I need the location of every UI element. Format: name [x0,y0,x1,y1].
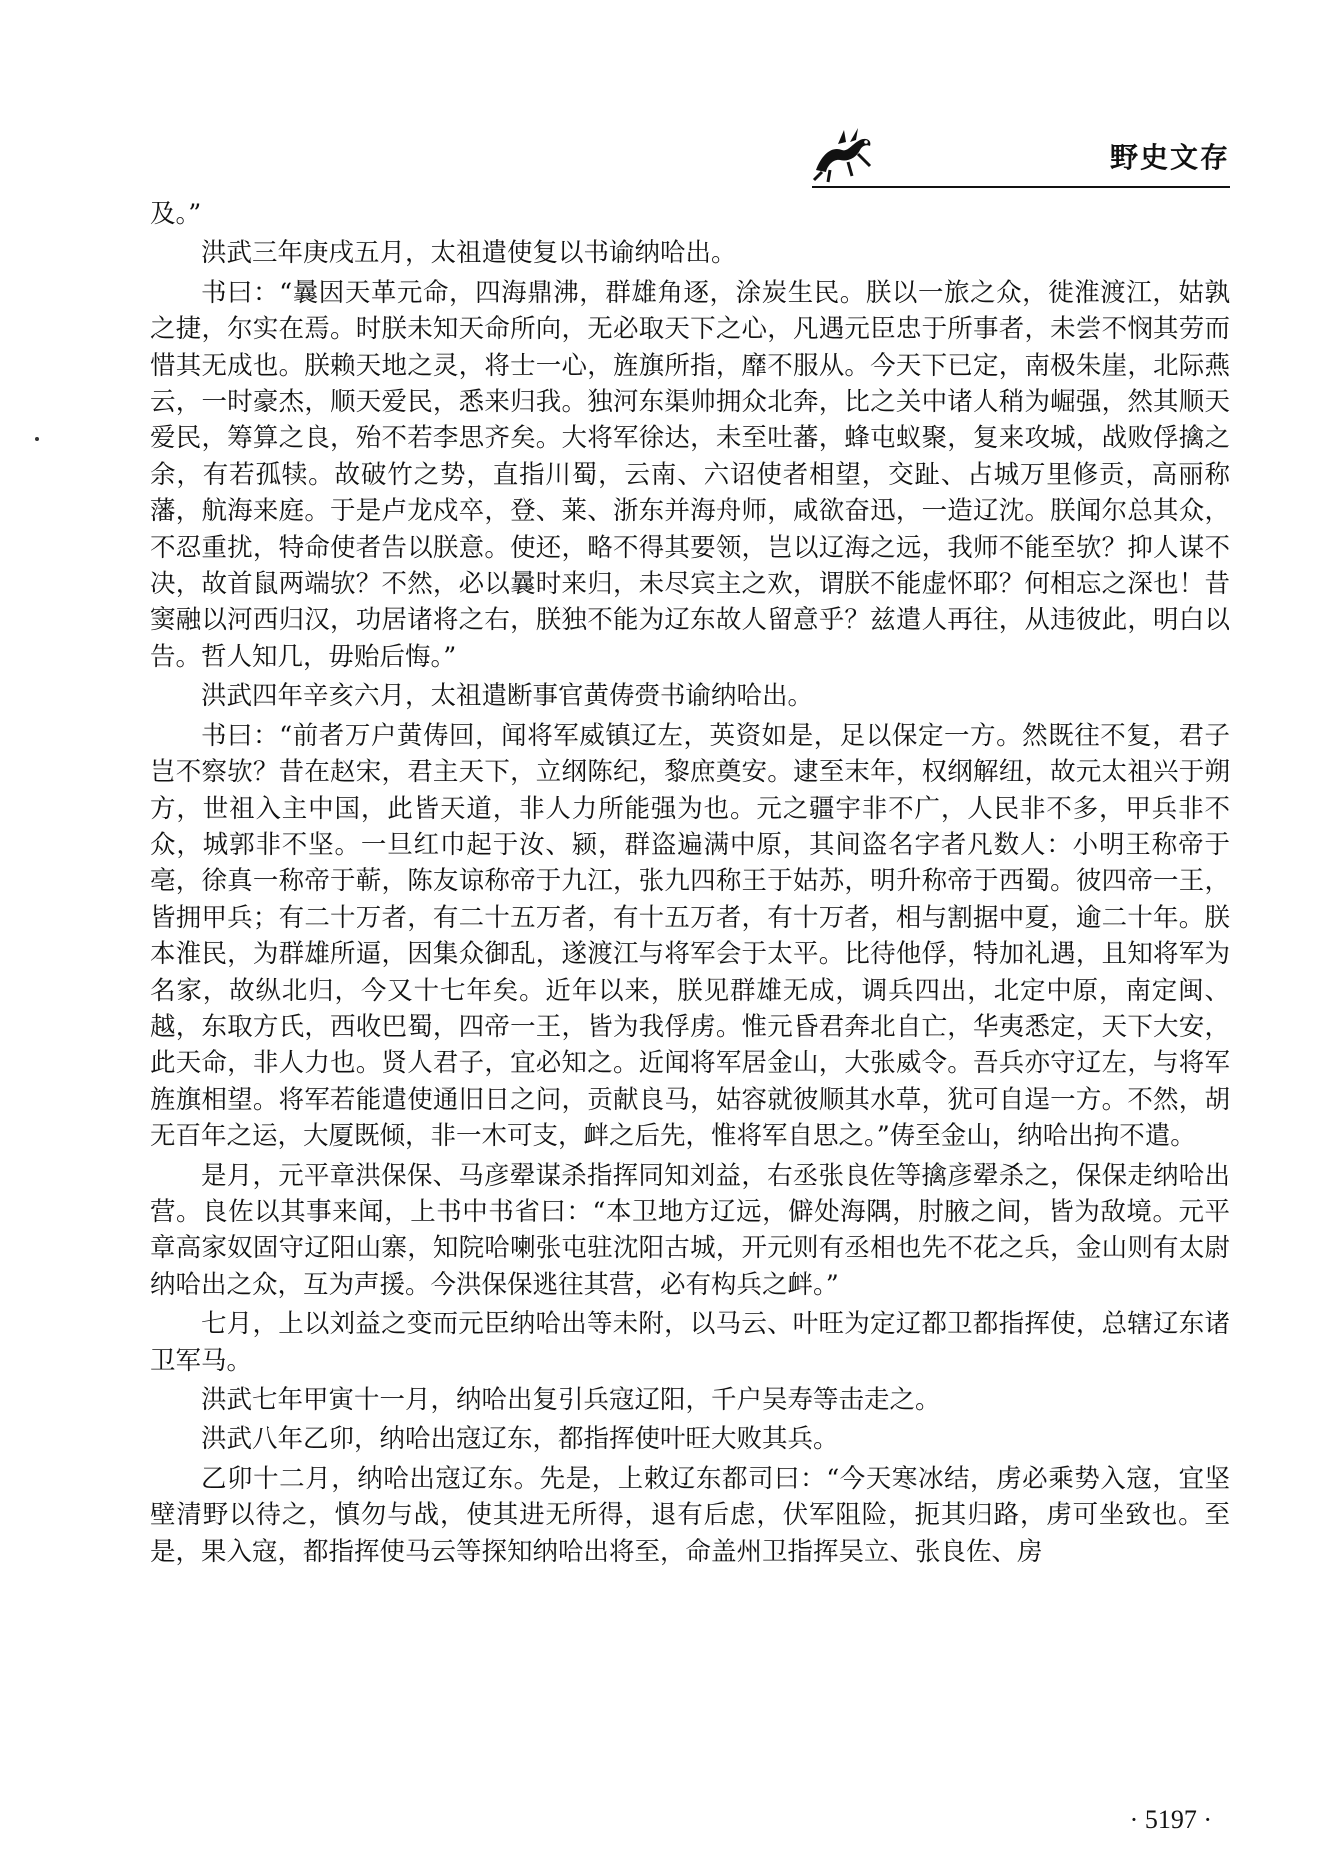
dragon-icon [808,124,880,184]
paragraph: 洪武七年甲寅十一月，纳哈出复引兵寇辽阳，千户吴寿等击走之。 [201,1385,941,1415]
paragraph: 七月，上以刘益之变而元臣纳哈出等未附，以马云、叶旺为定辽都卫都指挥使，总辖辽东诸卫军马。 [150,1309,1230,1376]
paragraph: 及。” [150,199,202,229]
series-title: 野史文存 [1109,141,1230,174]
paragraph: 洪武四年辛亥六月，太祖遣断事官黄俦赍书谕纳哈出。 [201,681,814,712]
paragraph: 是月，元平章洪保保、马彦翚谋杀指挥同知刘益，右丞张良佐等擒彦翚杀之，保保走纳哈出营。良佐以其事来闻，上书中书省曰：“本卫地方辽远，僻处海隅，肘腋之间，皆为敌境。元平章高家奴固守辽阳山寨，知院哈喇张屯驻沈阳古城，开元则有丞相也先不花之兵，金山则有太尉纳哈出之众，互为声援。今洪保保逃往其营，必有构兵之衅。” [150,1160,1230,1300]
paragraph: 洪武三年庚戌五月，太祖遣使复以书谕纳哈出。 [201,238,737,269]
paragraph: 乙卯十二月，纳哈出寇辽东。先是，上敕辽东都司曰：“今天寒冰结，虏必乘势入寇，宜坚壁清野以待之，慎勿与战，使其进无所得，退有后虑，伏军阻险，扼其归路，虏可坐致也。至是，果入寇，都指挥使马云等探知纳哈出将至，命盖州卫指挥吴立、张良佐、房 [150,1463,1230,1567]
paragraph: 洪武八年乙卯，纳哈出寇辽东，都指挥使叶旺大败其兵。 [201,1424,839,1455]
body-text [150,196,1230,1573]
paragraph: 书曰：“曩因天革元命，四海鼎沸，群雄角逐，涂炭生民。朕以一旅之众，徙淮渡江，姑孰之捷，尔实在焉。时朕未知天命所向，无必取天下之心，凡遇元臣忠于所事者，未尝不悯其劳而惜其无成也。朕赖天地之灵，将士一心，旌旗所指，靡不服从。今天下已定，南极朱崖，北际燕云，一时豪杰，顺天爱民，悉来归我。独河东渠帅拥众北奔，比之关中诸人稍为崛强，然其顺天爱民，筹算之良，殆不若李思齐矣。大将军徐达，未至吐蕃，蜂屯蚁聚，复来攻城，战败俘擒之余，有若孤犊。故破竹之势，直指川蜀，云南、六诏使者相望，交趾、占城万里修贡，高丽称藩，航海来庭。于是卢龙戍卒，登、莱、浙东并海舟师，咸欲奋迅，一造辽沈。朕闻尔总其众，不忍重扰，特命使者告以朕意。使还，略不得其要领，岂以辽海之远，我师不能至欤？抑人谋不决，故首鼠两端欤？不然，必以曩时来归，未尽宾主之欢，谓朕不能虚怀耶？何相忘之深也！昔窦融以河西归汉，功居诸将之右，朕独不能为辽东故人留意乎？兹遣人再往，从违彼此，明白以告。哲人知几，毋贻后悔。” [150,277,1230,672]
page-number: · 5197 · [1129,1805,1212,1834]
header-rule [812,186,1230,188]
paragraph: 书曰：“前者万户黄俦回，闻将军威镇辽左，英资如是，足以保定一方。然既往不复，君子岂不察欤？昔在赵宋，君主天下，立纲陈纪，黎庶奠安。逮至末年，权纲解纽，故元太祖兴于朔方，世祖入主中国，此皆天道，非人力所能强为也。元之疆宇非不广，人民非不多，甲兵非不众，城郭非不坚。一旦红巾起于汝、颍，群盗遍满中原，其间盗名字者凡数人：小明王称帝于亳，徐真一称帝于蕲，陈友谅称帝于九江，张九四称王于姑苏，明升称帝于西蜀。彼四帝一王，皆拥甲兵；有二十万者，有二十五万者，有十五万者，有十万者，相与割据中夏，逾二十年。朕本淮民，为群雄所逼，因集众御乱，遂渡江与将军会于太平。比待他俘，特加礼遇，且知将军为名家，故纵北归，今又十七年矣。近年以来，朕见群雄无成，调兵四出，北定中原，南定闽、越，东取方氏，西收巴蜀，四帝一王，皆为我俘虏。惟元昏君奔北自亡，华夷悉定，天下大安，此天命，非人力也。贤人君子，宜必知之。近闻将军居金山，大张威令。吾兵亦守辽左，与将军旌旗相望。将军若能遣使通旧日之问，贡献良马，姑容就彼顺其水草，犹可自逞一方。不然，胡无百年之运，大厦既倾，非一木可支，衅之后先，惟将军自思之。”俦至金山，纳哈出拘不遣。 [150,720,1230,1152]
scan-mark [35,437,39,441]
